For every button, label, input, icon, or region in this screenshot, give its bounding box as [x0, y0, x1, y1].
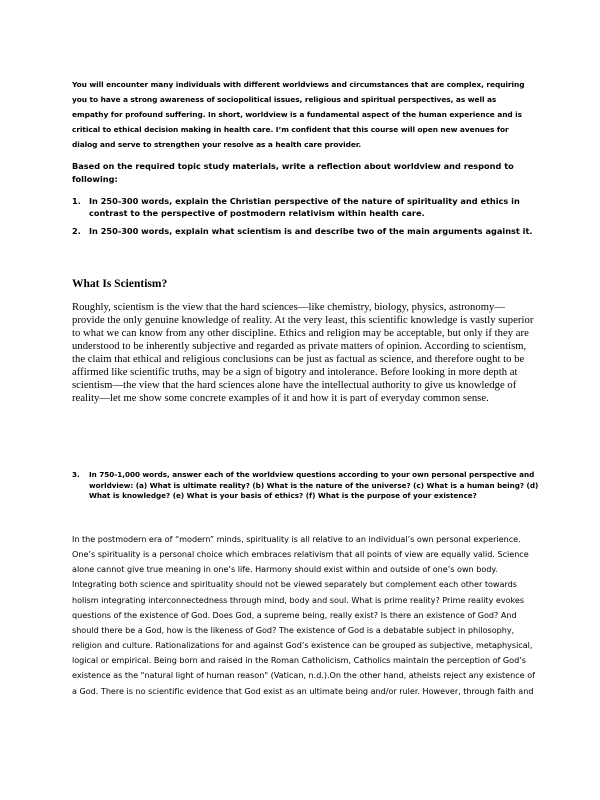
question-number: 3. — [72, 470, 80, 479]
question-1 — [72, 196, 542, 219]
assignment-prompt: Based on the required topic study materials, write a reflection about worldview and respond to following: — [72, 161, 514, 184]
essay-paragraph: In the postmodern era of “modern” minds, spirituality is all relative to an individual’s own personal experience. One’s spirituality is a personal choice which embraces relativism that all points of view are equally valid. Science alone cannot give true meaning in one’s life. Harmony should exist within and outside of one’s own body. Integrating both science and spirituality should not be viewed separately but complement each other towards holism integrating interconnectedness through mind, body and soul. What is prime reality? Prime reality evokes questions of the existence of God. Does God, a supreme being, really exist? Is there an existence of God? And should there be a God, how is the likeness of God? The existence of God is a debatable subject in philosophy, religion and culture. Rationalizations for and against God’s existence can be grouped as subjective, metaphysical, logical or empirical. Being born and raised in the Roman Catholicism, Catholics maintain the perception of God’s existence as the "natural light of human reason" (Vatican, n.d.).On the other hand, atheists reject any existence of a God. There is no scientific evidence that God exist as an ultimate being and/or ruler. However, through faith and — [72, 534, 535, 696]
question-text: In 750-1,000 words, answer each of the worldview questions according to your own personal perspective and worldview: (a) What is ultimate reality? (b) What is the nature of the universe? (c) What is a human being? (d) What is knowledge? (e) What is your basis of ethics? (f) What is the purpose of your existence? — [89, 470, 539, 500]
scientism-paragraph: Roughly, scientism is the view that the hard sciences—like chemistry, biology, physics, astronomy—provide the only genuine knowledge of reality. At the very least, this scientific knowledge is vastly superior to what we can know from any other discipline. Ethics and religion may be acceptable, but only if they are understood to be inherently subjective and regarded as private matters of opinion. According to scientism, the claim that ethical and religious conclusions can be just as factual as science, and therefore ought to be affirmed like scientific truths, may be a sign of bigotry and intolerance. Before looking in more depth at scientism—the view that the hard sciences alone have the intellectual authority to give us knowledge of reality—let me show some concrete examples of it and how it is part of everyday common sense. — [72, 302, 534, 405]
question-3 — [72, 470, 542, 502]
question-number: 1. — [72, 196, 81, 206]
question-number: 2. — [72, 226, 81, 236]
question-2 — [72, 226, 542, 238]
section-heading: What Is Scientism? — [72, 278, 168, 290]
intro-paragraph: You will encounter many individuals with different worldviews and circumstances that are complex, requiring you to have a strong awareness of sociopolitical issues, religious and spiritual perspectives, as well as empathy for profound suffering. In short, worldview is a fundamental aspect of the human experience and is critical to ethical decision making in health care. I’m confident that this course will open new avenues for dialog and serve to strengthen your resolve as a health care provider. — [72, 80, 525, 149]
question-text: In 250-300 words, explain the Christian perspective of the nature of spirituality and ethics in contrast to the perspective of postmodern relativism within health care. — [89, 196, 520, 218]
question-text: In 250-300 words, explain what scientism is and describe two of the main arguments against it. — [89, 226, 533, 236]
